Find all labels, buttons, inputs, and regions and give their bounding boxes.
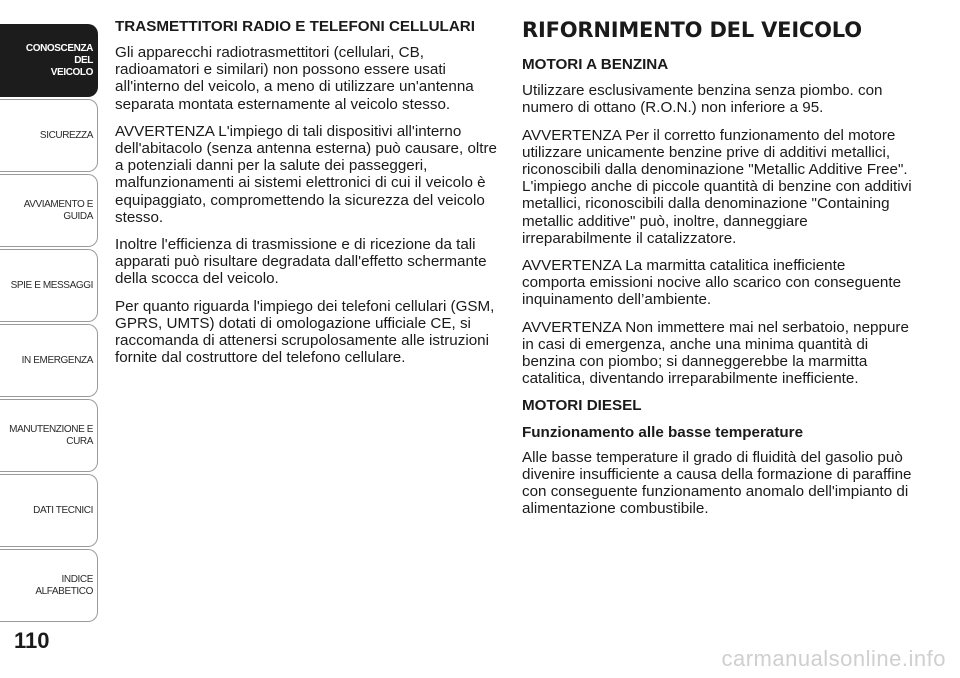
tab-label: INDICE ALFABETICO: [35, 573, 93, 597]
tab-label: CONOSCENZA DEL VEICOLO: [25, 42, 93, 78]
warning-paragraph: AVVERTENZA L'impiego di tali dispositivi all'interno dell'abitacolo (senza antenna esterna) può causare, oltre a potenziali danni per la salute dei passeggeri, malfunzionamenti ai sistemi elettronici di cui il veicolo è equipaggiato, compromettendo la sicurezza del veicolo stesso.: [115, 122, 497, 226]
tab-label: SICUREZZA: [39, 129, 93, 141]
paragraph: Utilizzare esclusivamente benzina senza piombo. con numero di ottano (R.O.N.) non inferiore a 95.: [522, 82, 883, 117]
subheading-benzina: MOTORI A BENZINA: [522, 56, 669, 73]
tab-in-emergenza[interactable]: [0, 324, 98, 397]
page-title: RIFORNIMENTO DEL VEICOLO: [522, 18, 862, 42]
watermark: carmanualsonline.info: [721, 646, 946, 671]
section-heading-radio: TRASMETTITORI RADIO E TELEFONI CELLULARI: [115, 18, 475, 35]
paragraph: Alle basse temperature il grado di fluidità del gasolio può divenire insufficiente a causa della formazione di paraffine con conseguente funzionamento anomalo dell'impianto di alimentazione combustibile.: [522, 448, 912, 518]
tab-dati-tecnici[interactable]: [0, 474, 98, 547]
left-column: [115, 18, 500, 376]
warning-paragraph: AVVERTENZA Non immettere mai nel serbatoio, neppure in casi di emergenza, anche una minima quantità di benzina con piombo; si danneggerebbe la marmitta catalitica, diventando irreparabilmente inefficiente.: [522, 318, 909, 388]
chapter-tabs: [0, 24, 98, 624]
subheading-basse-temperature: Funzionamento alle basse temperature: [522, 423, 804, 441]
paragraph: Gli apparecchi radiotrasmettitori (cellulari, CB, radioamatori e similari) non possono essere usati all'interno del veicolo, a meno di utilizzare un'antenna separata montata esternamente al veicolo stesso.: [115, 44, 474, 113]
tab-label: MANUTENZIONE E CURA: [9, 423, 93, 447]
tab-label: SPIE E MESSAGGI: [10, 279, 93, 291]
page-number: 110: [14, 628, 50, 653]
subheading-diesel: MOTORI DIESEL: [522, 397, 642, 415]
tab-indice-alfabetico[interactable]: [0, 549, 98, 622]
tab-label: IN EMERGENZA: [21, 354, 93, 366]
tab-conoscenza-del-veicolo[interactable]: [0, 24, 98, 97]
tab-avviamento-e-guida[interactable]: [0, 174, 98, 247]
tab-label: AVVIAMENTO E GUIDA: [23, 198, 93, 222]
warning-paragraph: AVVERTENZA Per il corretto funzionamento del motore utilizzare unicamente benzine prive di additivi metallici, riconoscibili dalla denominazione "Metallic Additive Free". L'impiego anche di piccole quantità di benzine con additivi metallici, riconoscibili dalla denominazione "Containing metallic additive" può, inoltre, danneggiare irreparabilmente il catalizzatore.: [522, 126, 912, 247]
tab-manutenzione-e-cura[interactable]: [0, 399, 98, 472]
paragraph: Per quanto riguarda l'impiego dei telefoni cellulari (GSM, GPRS, UMTS) dotati di omologazione ufficiale CE, si raccomanda di attenersi scrupolosamente alle istruzioni fornite dal costruttore del telefono cellulare.: [115, 297, 495, 367]
tab-spie-e-messaggi[interactable]: [0, 249, 98, 322]
warning-paragraph: AVVERTENZA La marmitta catalitica inefficiente comporta emissioni nocive allo scarico con conseguente inquinamento dell’ambiente.: [522, 257, 902, 309]
tab-label: DATI TECNICI: [33, 504, 93, 516]
tab-sicurezza[interactable]: [0, 99, 98, 172]
paragraph: Inoltre l'efficienza di trasmissione e di ricezione da tali apparati può risultare degradata dall'effetto schermante della scocca del veicolo.: [115, 236, 487, 288]
right-column: [522, 18, 912, 528]
